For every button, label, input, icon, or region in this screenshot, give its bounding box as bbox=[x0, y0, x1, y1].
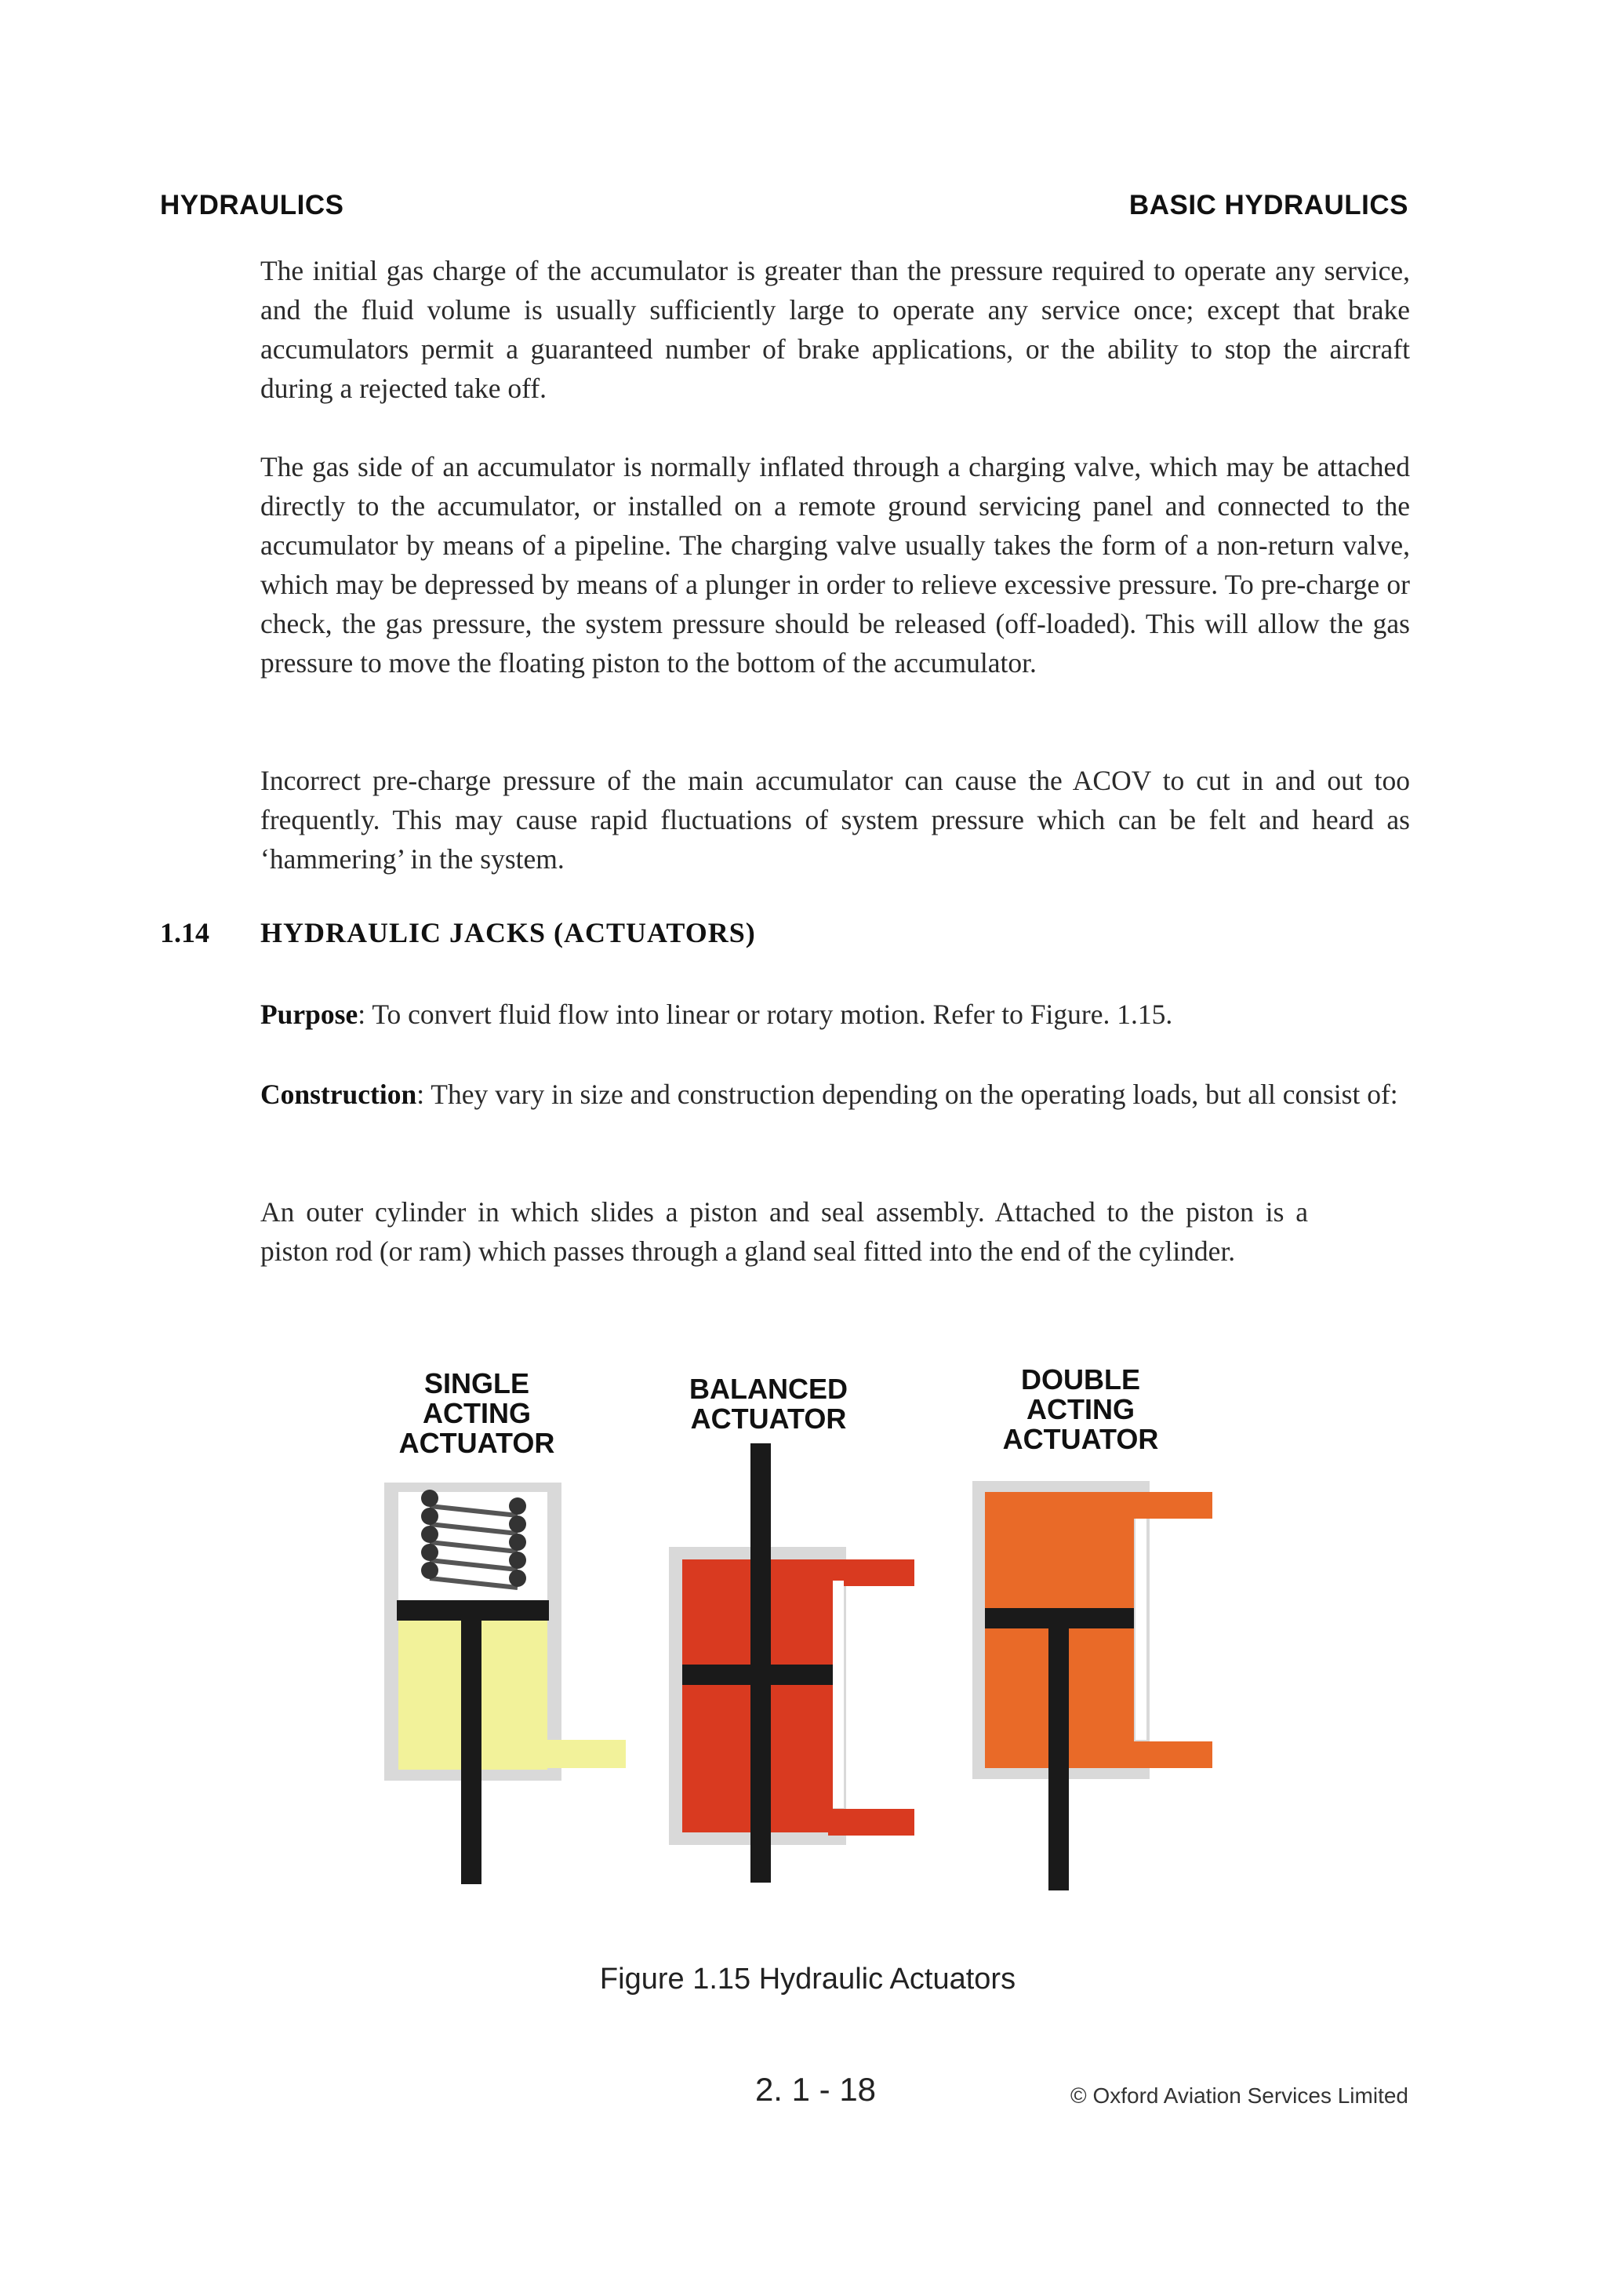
double-port-divider bbox=[1135, 1519, 1146, 1740]
section-title: HYDRAULIC JACKS (ACTUATORS) bbox=[260, 917, 756, 948]
label-line: ACTUATOR bbox=[398, 1427, 555, 1459]
paragraph-gas-charge: The initial gas charge of the accumulator is greater than the pressure required to operate any service, and the fluid volume is usually sufficiently large to operate any service once; except that brake accumulators permit a guaranteed number of brake applications, or the ability to stop the aircraft during a rejected take off. bbox=[260, 255, 1410, 404]
paragraph-cylinder: An outer cylinder in which slides a piston and seal assembly. Attached to the piston is a piston rod (or ram) which passes through a gland seal fitted into the end of the cylinder. bbox=[260, 1196, 1308, 1267]
header-chapter: HYDRAULICS bbox=[160, 190, 344, 220]
label-line: BALANCED bbox=[689, 1373, 848, 1405]
construction-text: : They vary in size and construction depending on the operating loads, but all consist of: bbox=[416, 1079, 1398, 1110]
balanced-actuator bbox=[669, 1443, 914, 1883]
label-line: ACTING bbox=[423, 1397, 531, 1429]
label-double-acting bbox=[971, 1365, 1190, 1454]
purpose-text: : To convert fluid flow into linear or rotary motion. Refer to Figure. 1.15. bbox=[358, 999, 1173, 1030]
section-number: 1.14 bbox=[160, 917, 209, 948]
header-topic: BASIC HYDRAULICS bbox=[1128, 190, 1408, 220]
label-line: ACTING bbox=[1026, 1393, 1135, 1425]
paragraph-charging-valve: The gas side of an accumulator is normally inflated through a charging valve, which may be attached directly to the accumulator, or installed on a remote ground servicing panel and connected to the accumulator by means of a pipeline. The charging valve usually takes the form of a non-return valve, which may be depressed by means of a plunger in order to relieve excessive pressure. To pre-charge or check, the gas pressure, the system pressure should be released (off-loaded). This will allow the gas pressure to move the floating piston to the bottom of the accumulator. bbox=[260, 451, 1410, 679]
label-balanced bbox=[659, 1374, 878, 1434]
copyright-notice: © Oxford Aviation Services Limited bbox=[1070, 2083, 1408, 2108]
figure-caption: Figure 1.15 Hydraulic Actuators bbox=[599, 1963, 1016, 1996]
label-line: ACTUATOR bbox=[1002, 1423, 1159, 1455]
double-piston bbox=[985, 1608, 1134, 1628]
actuator-figure bbox=[361, 1443, 1255, 1898]
single-fluid-port bbox=[547, 1740, 626, 1768]
double-piston-rod bbox=[1048, 1628, 1069, 1890]
paragraph-purpose bbox=[260, 995, 1410, 1034]
double-upper-port bbox=[1126, 1492, 1212, 1519]
label-line: ACTUATOR bbox=[690, 1403, 847, 1435]
construction-label: Construction bbox=[260, 1079, 417, 1110]
double-lower-port bbox=[1126, 1741, 1212, 1768]
label-line: DOUBLE bbox=[1021, 1363, 1140, 1395]
single-piston bbox=[397, 1600, 549, 1621]
label-line: SINGLE bbox=[423, 1367, 529, 1399]
double-acting-actuator bbox=[972, 1481, 1212, 1890]
paragraph-precharge: Incorrect pre-charge pressure of the main accumulator can cause the ACOV to cut in and out too frequently. This may cause rapid fluctuations of system pressure which can be felt and heard as ‘hammering’ in the system. bbox=[260, 765, 1410, 875]
balanced-piston-rod bbox=[750, 1443, 771, 1883]
page-number: 2. 1 - 18 bbox=[754, 2071, 877, 2108]
purpose-label: Purpose bbox=[260, 999, 358, 1030]
paragraph-construction bbox=[260, 1075, 1410, 1114]
balanced-lower-port bbox=[828, 1809, 914, 1836]
single-acting-actuator bbox=[384, 1483, 626, 1884]
single-piston-rod bbox=[461, 1621, 481, 1884]
balanced-port-divider bbox=[833, 1581, 844, 1808]
